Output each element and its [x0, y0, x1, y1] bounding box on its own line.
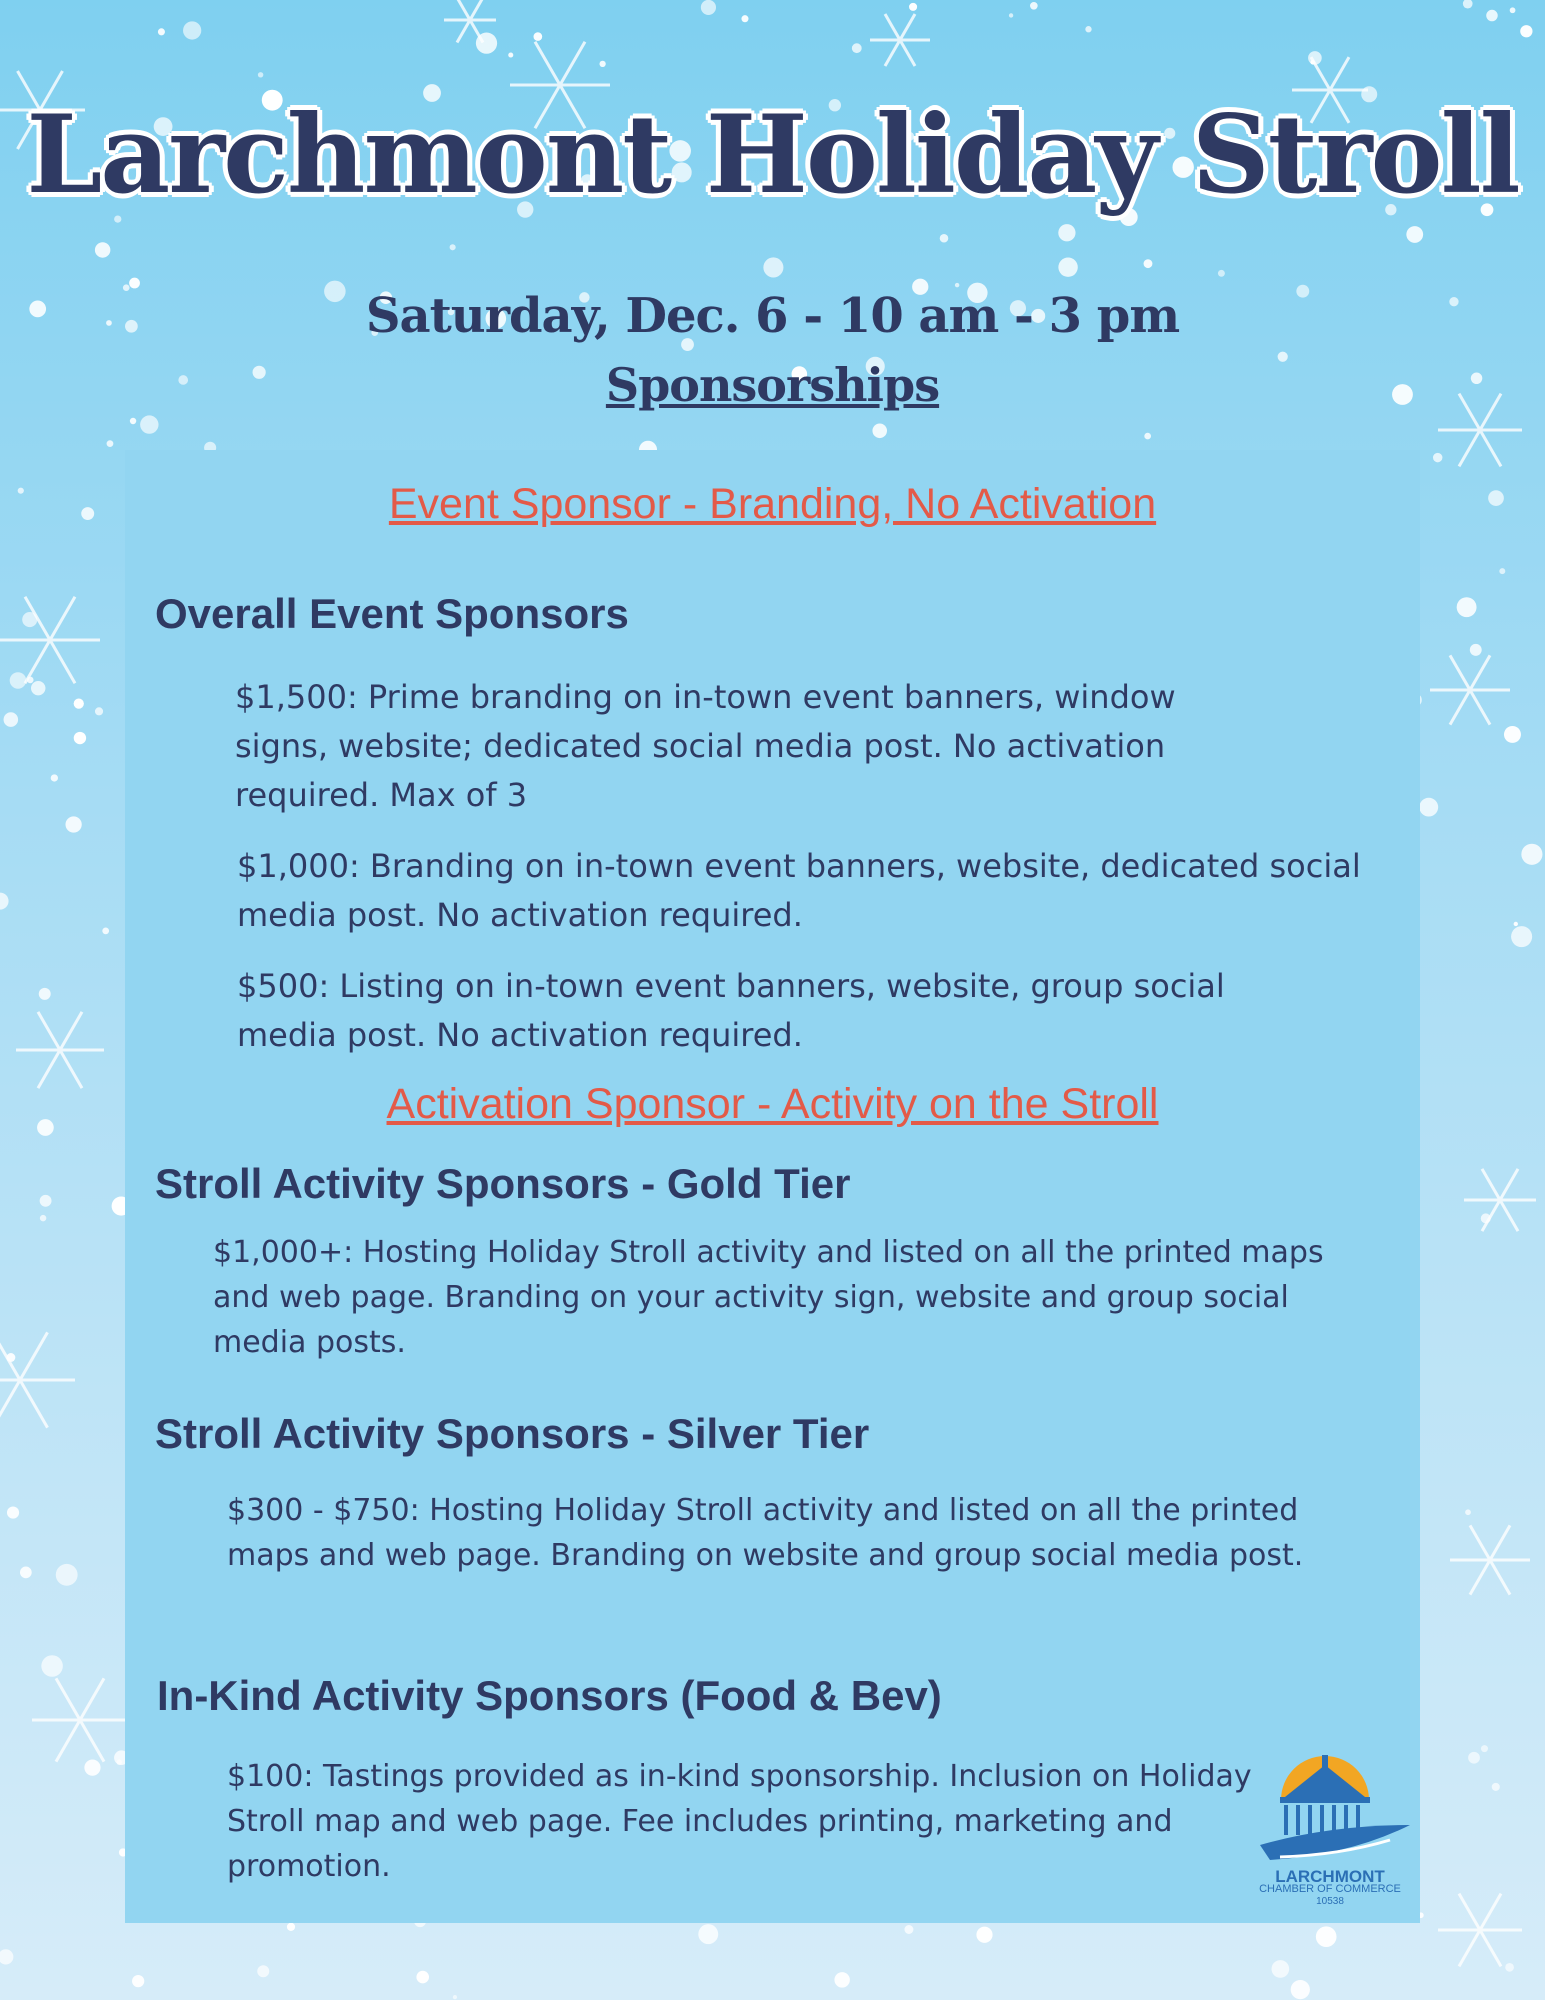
snow-dot — [698, 1924, 718, 1944]
gold-tier-text: $1,000+: Hosting Holiday Stroll activity and listed on all the printed maps and web page. Branding on your activity sign, website and group social media posts. — [213, 1235, 1324, 1360]
snow-dot — [56, 1564, 78, 1586]
snow-dot — [909, 3, 917, 11]
snow-dot — [599, 61, 605, 67]
snow-dot — [1514, 922, 1518, 926]
snow-dot — [140, 415, 158, 433]
snow-dot — [1521, 844, 1542, 865]
snow-dot — [1510, 7, 1516, 13]
snow-dot — [976, 1927, 992, 1943]
snow-dot — [1144, 433, 1151, 440]
snow-dot — [18, 488, 24, 494]
logo-name: LARCHMONT — [1275, 1867, 1385, 1886]
snow-dot — [158, 28, 165, 35]
snow-dot — [1058, 257, 1077, 276]
snow-dot — [1272, 1960, 1290, 1978]
snowflake-icon — [1450, 1525, 1530, 1594]
snow-dot — [31, 681, 45, 695]
snow-dot — [1465, 1509, 1471, 1515]
snowflake-icon — [1438, 1894, 1522, 1967]
activation-sponsor-heading: Activation Sponsor - Activity on the Stroll — [386, 1080, 1159, 1128]
snow-dot — [1291, 1980, 1310, 1999]
snow-dot — [1492, 1783, 1500, 1791]
snow-dot — [81, 507, 94, 520]
snow-dot — [1504, 726, 1521, 743]
snow-dot — [95, 707, 103, 715]
snow-dot — [287, 1923, 295, 1931]
snow-dot — [4, 712, 19, 727]
event-sponsor-heading: Event Sponsor - Branding, No Activation — [388, 480, 1157, 528]
snow-dot — [1009, 13, 1013, 17]
snow-dot — [1457, 597, 1477, 617]
snow-dot — [1144, 259, 1153, 268]
snow-dot — [41, 1655, 63, 1677]
snow-dot — [130, 418, 136, 424]
snow-dot — [1520, 25, 1532, 37]
snow-dot — [741, 15, 748, 22]
overall-event-sponsors-title: Overall Event Sponsors — [155, 590, 629, 637]
snow-dot — [20, 1566, 32, 1578]
snow-dot — [257, 1965, 269, 1977]
event-date: Saturday, Dec. 6 - 10 am - 3 pm — [365, 288, 1180, 344]
silver-tier-title: Stroll Activity Sponsors - Silver Tier — [155, 1410, 870, 1457]
snow-dot — [940, 234, 949, 243]
tier-500: $500: Listing on in-town event banners, website, group social media post. No activation required. — [237, 967, 1225, 1054]
snow-dot — [1419, 798, 1438, 817]
snow-dot — [0, 893, 9, 910]
snow-dot — [1085, 26, 1091, 32]
inkind-title: In-Kind Activity Sponsors (Food & Bev) — [157, 1672, 942, 1719]
snow-dot — [1316, 1926, 1337, 1947]
snow-dot — [1511, 926, 1532, 947]
snow-dot — [74, 698, 84, 708]
snow-dot — [40, 1195, 52, 1207]
snow-dot — [834, 1972, 849, 1987]
snow-dot — [1481, 1745, 1488, 1752]
snow-dot — [258, 72, 263, 77]
snow-dot — [1058, 224, 1075, 241]
tier-1500: $1,500: Prime branding on in-town event banners, window signs, website; dedicated social media post. No activation required. Max of 3 — [235, 678, 1176, 814]
snowflake-icon — [16, 1012, 104, 1088]
snow-dot — [40, 1215, 46, 1221]
snow-dot — [10, 672, 27, 689]
event-title: Larchmont Holiday Stroll — [26, 92, 1519, 218]
snow-dot — [416, 1971, 429, 1984]
snow-dot — [183, 21, 201, 39]
snow-dot — [763, 257, 783, 277]
snow-dot — [1468, 1752, 1480, 1764]
inkind-text: $100: Tastings provided as in-kind sponsorship. Inclusion on Holiday Stroll map and web page. Fee includes printing, marketing and promotion. — [227, 1759, 1252, 1884]
snow-dot — [1406, 226, 1423, 243]
snow-dot — [129, 278, 140, 289]
snow-dot — [508, 52, 513, 57]
tier-1000: $1,000: Branding on in-town event banners, website, dedicated social media post. No activation required. — [237, 847, 1361, 934]
snow-dot — [84, 1760, 100, 1776]
snow-dot — [1505, 1963, 1514, 1972]
gold-tier-title: Stroll Activity Sponsors - Gold Tier — [155, 1160, 851, 1207]
snowflake-icon — [32, 1678, 128, 1761]
snowflake-icon — [0, 1332, 75, 1427]
snow-dot — [1486, 10, 1498, 22]
snowflake-icon — [1464, 1169, 1536, 1231]
silver-tier-text: $300 - $750: Hosting Holiday Stroll activity and listed on all the printed maps and web page. Branding on website and group social media post. — [227, 1493, 1304, 1573]
snow-dot — [1463, 0, 1473, 9]
snow-dot — [453, 1995, 457, 1999]
snow-dot — [701, 0, 716, 15]
snow-dot — [450, 244, 456, 250]
snowflake-icon — [0, 597, 100, 684]
snow-dot — [872, 424, 887, 439]
snow-dot — [39, 988, 51, 1000]
snow-dot — [37, 1119, 54, 1136]
snow-dot — [1433, 453, 1442, 462]
snow-dot — [74, 732, 86, 744]
snow-dot — [1030, 2, 1038, 10]
sponsorship-panel — [125, 450, 1420, 1923]
snow-dot — [102, 927, 109, 934]
logo-subtitle: CHAMBER OF COMMERCE — [1259, 1883, 1401, 1895]
logo-zip: 10538 — [1316, 1896, 1344, 1907]
snow-dot — [534, 32, 543, 41]
snow-dot — [955, 283, 959, 287]
snowflake-icon — [870, 14, 930, 66]
snow-dot — [1488, 490, 1504, 506]
snow-dot — [1218, 270, 1225, 277]
sponsorships-heading: Sponsorships — [605, 358, 940, 412]
snow-dot — [132, 1975, 144, 1987]
snowflake-icon — [1430, 655, 1510, 724]
snow-dot — [116, 1759, 121, 1764]
snow-dot — [51, 774, 58, 781]
snow-dot — [7, 1507, 19, 1519]
snow-dot — [1499, 568, 1505, 574]
snow-dot — [107, 440, 114, 447]
snow-dot — [852, 43, 862, 53]
snow-dot — [1470, 644, 1482, 656]
snow-dot — [904, 1925, 913, 1934]
snow-dot — [0, 1949, 13, 1964]
snow-dot — [95, 242, 110, 257]
snow-dot — [65, 816, 81, 832]
